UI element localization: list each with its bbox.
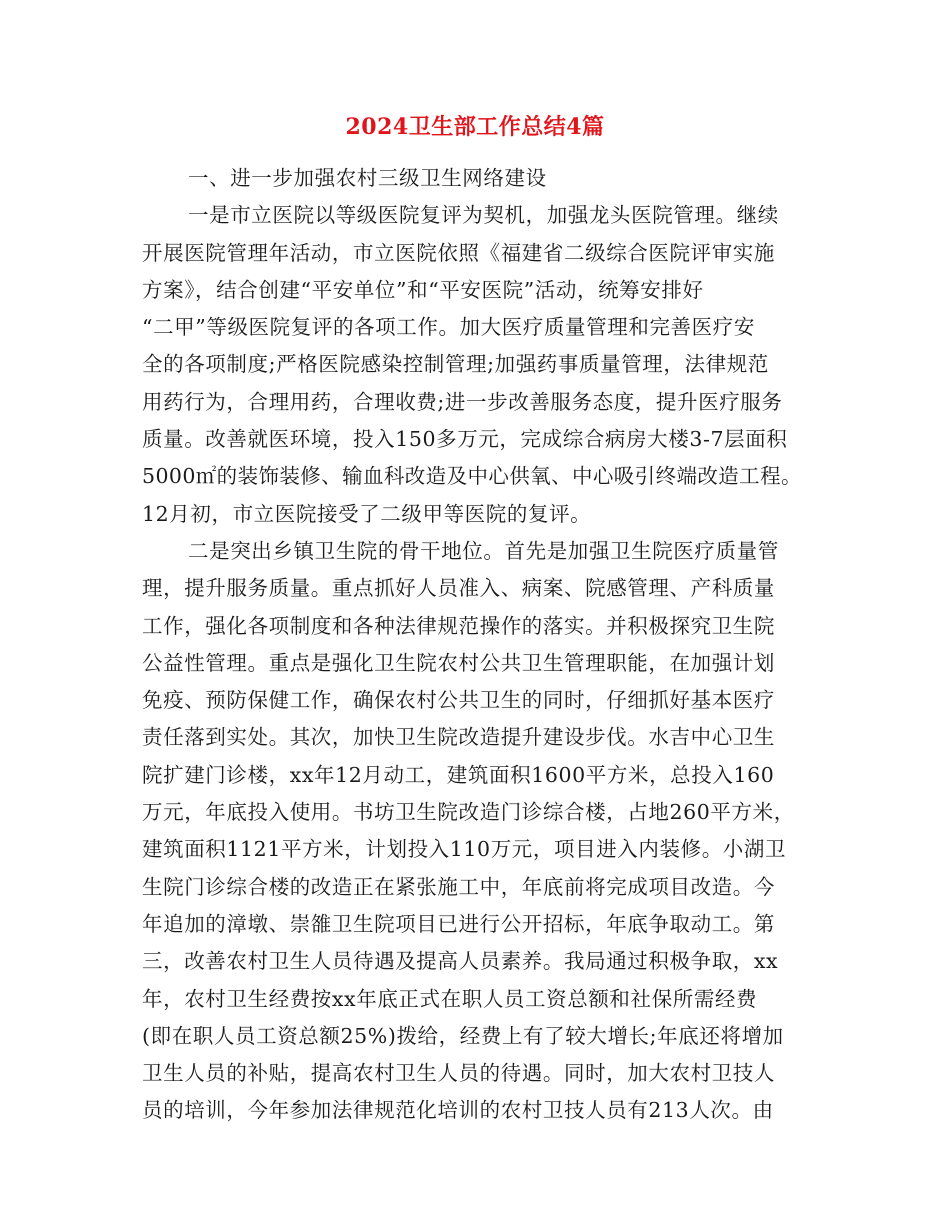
text-line: 二是突出乡镇卫生院的骨干地位。首先是加强卫生院医疗质量管 [188,538,779,563]
text-line: 一、进一步加强农村三级卫生网络建设 [188,166,547,190]
text-line: 卫生人员的补贴，提高农村卫生人员的待遇。同时，加大农村卫技人 [142,1061,775,1086]
text-line: 年追加的漳墩、崇雒卫生院项目已进行公开招标，年底争取动工。第 [142,911,775,936]
text-line: 免疫、预防保健工作，确保农村公共卫生的同时，仔细抓好基本医疗 [142,688,775,713]
text-line: 5000㎡的装饰装修、输血科改造及中心供氧、中心吸引终端改造工程。 [142,464,802,489]
text-line: 全的各项制度;严格医院感染控制管理;加强药事质量管理，法律规范 [142,352,769,377]
text-line: 年，农村卫生经费按xx年底正式在职人员工资总额和社保所需经费 [142,986,758,1011]
text-line: (即在职人员工资总额25%)拨给，经费上有了较大增长;年底还将增加 [142,1023,784,1048]
text-line: 院扩建门诊楼，xx年12月动工，建筑面积1600平方米，总投入160 [142,762,775,787]
text-line: 建筑面积1121平方米，计划投入110万元，项目进入内装修。小湖卫 [142,837,787,862]
document-body [142,160,802,1130]
text-line: 公益性管理。重点是强化卫生院农村公共卫生管理职能，在加强计划 [142,650,775,675]
text-line: 质量。改善就医环境，投入150多万元，完成综合病房大楼3-7层面积 [142,427,788,452]
text-line: 开展医院管理年活动，市立医院依照《福建省二级综合医院评审实施 [142,240,775,265]
text-line: 员的培训，今年参加法律规范化培训的农村卫技人员有213人次。由 [142,1098,774,1123]
text-line: 12月初，市立医院接受了二级甲等医院的复评。 [142,501,592,526]
text-line: 一是市立医院以等级医院复评为契机，加强龙头医院管理。继续 [188,203,779,228]
text-line: 万元，年底投入使用。书坊卫生院改造门诊综合楼，占地260平方米， [142,800,795,825]
text-line: 责任落到实处。其次，加快卫生院改造提升建设步伐。水吉中心卫生 [142,725,775,750]
text-line: 工作，强化各项制度和各种法律规范操作的落实。并积极探究卫生院 [142,613,775,638]
text-line: 三，改善农村卫生人员待遇及提高人员素养。我局通过积极争取，xx [142,949,779,974]
text-line: 理，提升服务质量。重点抓好人员准入、病案、院感管理、产科质量 [142,576,775,601]
document-title: 2024卫生部工作总结4篇 [345,114,605,140]
text-line: 用药行为，合理用药，合理收费;进一步改善服务态度，提升医疗服务 [142,389,783,414]
text-line: 生院门诊综合楼的改造正在紧张施工中，年底前将完成项目改造。今 [142,874,775,899]
text-line: “二甲”等级医院复评的各项工作。加大医疗质量管理和完善医疗安 [142,315,755,340]
text-line: 方案》，结合创建“平安单位”和“平安医院”活动，统筹安排好 [142,277,704,302]
